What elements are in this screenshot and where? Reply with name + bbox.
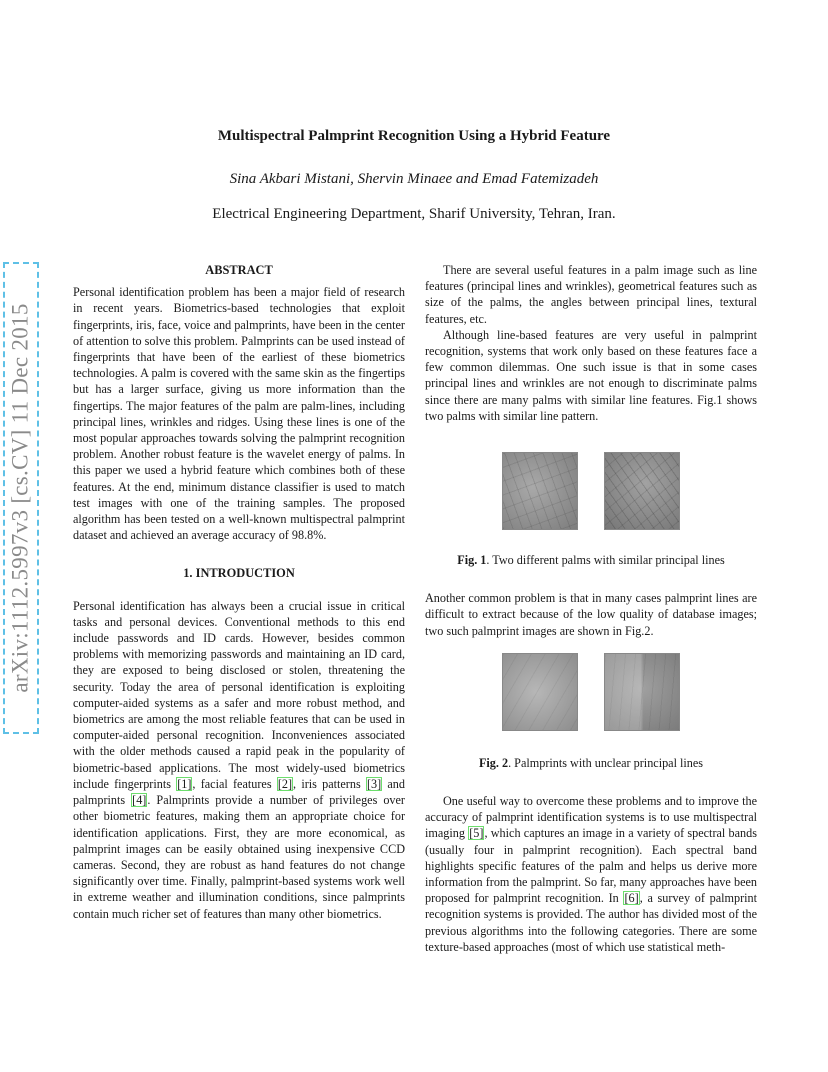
- figure-label: Fig. 1: [457, 553, 487, 568]
- intro-text: Personal identification has always been a crucial issue in critical tasks and personal devices. Conventional methods to this end include passwords and ID cards. However, besides common problems with memorizing passwords and maintaining an ID card, they are exposed to being disclosed or stolen, threatening the security. Today the area of personal identification is exploiting computer-aided systems as a safer and more robust method, and biometrics are among the most reliable features that can be used in computer-aided personal recognition. Inconveniences associated with the older methods caused a rapid peak in the popularity of biometric-based applications. The most widely-used biometrics include fingerprints: [73, 598, 405, 791]
- figure-1-caption: [425, 552, 757, 568]
- intro-paragraph: [73, 598, 405, 922]
- line-features-paragraph: Although line-based features are very useful in palmprint recognition, systems that work only based on these features face a few common dilemmas. One such issue is that in some cases principal lines and wrinkles are not enough to discriminate palms since there are many palms with similar line features. Fig.1 shows two palms with similar line pattern.: [425, 327, 757, 423]
- abstract-text: Personal identification problem has been a major field of research in recent years. Biometrics-based technologies that exploit fingerprints, iris, face, voice and palmprints, have been in the center of attention to solve this problem. Palmprints can be used instead of fingerprints that have been of the earliest of these biometrics technologies. A palm is covered with the same skin as the fingertips but has a larger surface, giving us more information than the fingertips. The major features of the palm are palm-lines, including principal lines, wrinkles and ridges. Using these lines is one of the most popular approaches towards solving the palmprint recognition problem. Another robust feature is the wavelet energy of palms. In this paper we used a hybrid feature which combines both of these features. At the end, minimum distance classifier is used to match test images with one of the training samples. The proposed algorithm has been tested on a well-known multispectral palmprint dataset and achieved an average accuracy of 98.8%.: [73, 285, 405, 543]
- intro-text: , iris patterns: [293, 776, 366, 791]
- figure-2-caption: [425, 755, 757, 771]
- intro-text: and palmprints: [73, 776, 405, 808]
- left-column: [73, 262, 405, 922]
- paragraph-text: , which captures an image in a variety of spectral bands (usually four in palmprint recognition). Each spectral band highlights specific features of the palm and helps us derive more information from the palmprint. So far, many approaches have been proposed for palmprint recognition. In: [425, 826, 757, 906]
- right-column: [425, 262, 757, 955]
- author-list: Sina Akbari Mistani, Shervin Minaee and Emad Fatemizadeh: [229, 171, 599, 187]
- citation-link[interactable]: [5]: [469, 826, 484, 841]
- paper-title: Multispectral Palmprint Recognition Using a Hybrid Feature: [217, 128, 611, 144]
- palm-image: [604, 452, 680, 530]
- abstract-heading: ABSTRACT: [205, 263, 273, 277]
- quality-paragraph: Another common problem is that in many cases palmprint lines are difficult to extract because of the low quality of database images; two such palmprint images are shown in Fig.2.: [425, 591, 757, 638]
- arxiv-id: arXiv:1112.5997v3 [cs.CV] 11 Dec 2015: [8, 303, 34, 693]
- citation-link[interactable]: [4]: [132, 793, 147, 808]
- palm-image: [502, 452, 578, 530]
- paragraph-text: , a survey of palmprint recognition systems is provided. The author has divided most of the previous algorithms into the following categories. There are some texture-based approaches (most of which use statistical meth-: [425, 891, 757, 954]
- figure-label: Fig. 2: [478, 755, 509, 770]
- arxiv-stamp[interactable]: [3, 262, 39, 734]
- caption-text: . Palmprints with unclear principal lines: [508, 755, 704, 770]
- palm-image: [604, 653, 680, 731]
- palm-image: [502, 653, 578, 731]
- intro-heading: 1. INTRODUCTION: [183, 566, 295, 581]
- intro-text: , facial features: [192, 776, 277, 791]
- paragraph-text: One useful way to overcome these problems and to improve the accuracy of palmprint identification systems is to use multispectral imaging: [425, 794, 757, 841]
- citation-link[interactable]: [2]: [277, 776, 293, 791]
- citation-link[interactable]: [3]: [366, 776, 382, 791]
- figure-1: [425, 452, 757, 530]
- features-paragraph: There are several useful features in a palm image such as line features (principal lines and wrinkles), geometrical features such as size of the palms, the angles between principal lines, textural features, etc.: [425, 263, 757, 326]
- citation-link[interactable]: [1]: [177, 776, 192, 791]
- figure-2: [425, 653, 757, 731]
- affiliation: Electrical Engineering Department, Sharif University, Tehran, Iran.: [212, 206, 616, 222]
- intro-text: . Palmprints provide a number of privileges over other biometric features, making them an appropriate choice for identification applications. First, they are more economical, as palmprint images can be easily obtained using inexpensive CCD cameras. Second, they are robust as hand features do not change significantly over time. Finally, palmprint-based systems work well in extreme weather and illumination conditions, since palmprints contain much richer set of features than many other biometrics.: [73, 793, 405, 921]
- citation-link[interactable]: [6]: [624, 891, 639, 906]
- multispectral-paragraph: [425, 793, 757, 955]
- caption-text: . Two different palms with similar principal lines: [486, 553, 725, 568]
